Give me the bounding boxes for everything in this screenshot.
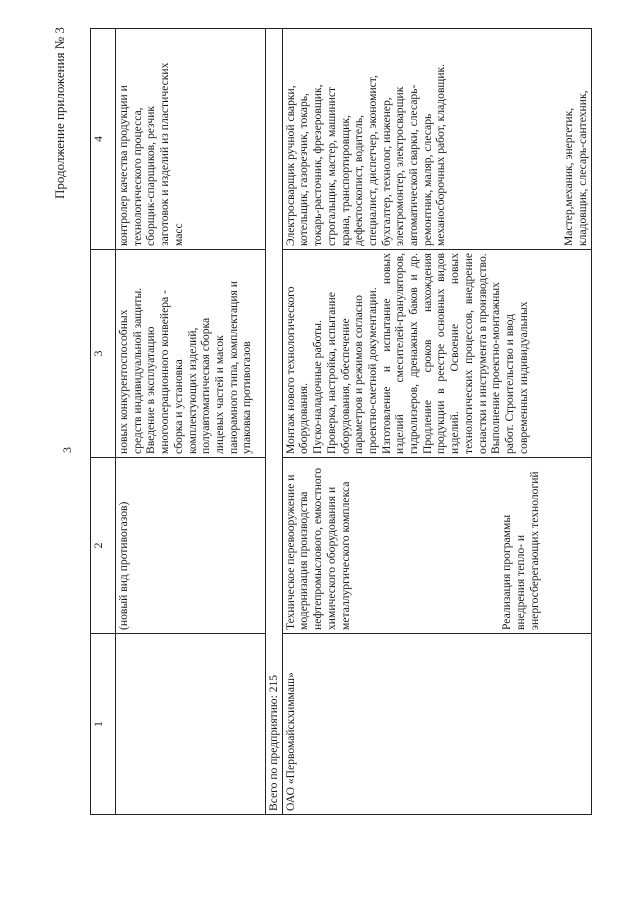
total-for-enterprise: Всего по предприятию: 215 [266,29,283,815]
works-manufacturing: Изготовление и испытание новых изделий смесителей-грануляторов, гидролизеров, дренажных баков и др. Продление сроков нахождения продукции в реестре основных видов изделий. Освоение новых технологических процессов, внедрение оснастки и инструмента в производство. [379,253,489,454]
cell-projects [282,458,591,634]
works-design-install: Выполнение проектно-монтажных работ. Строительство и ввод современных индивидуальных [489,282,530,454]
cell-project-cont: (новый вид противогазов) [116,458,266,634]
page-number: 3 [60,447,74,453]
column-number-1: 1 [91,634,116,815]
cell-professions-cont: контролер качества продукции и технологического процесса, сборщик-спарщиков, резчик заготовок и изделий из пластических масс [116,29,266,250]
appendix-continuation-note: Продолжение приложения № 3 [52,27,67,199]
table-row-continuation [116,29,266,815]
table-row-total [266,29,283,815]
professions-list-energy: Мастер,механик, энергетик, кладовщик, слесарь-сантехник, [562,90,589,246]
column-number-4: 4 [91,29,116,250]
column-number-3: 3 [91,250,116,458]
project-modernization: Техническое перевооружение и модернизация производства нефтепромыслового, емкостного химического оборудования и металлургического комплекса [283,468,352,630]
cell-professions [282,29,591,250]
column-number-2: 2 [91,458,116,634]
column-number-row [91,29,116,815]
staffing-table [90,28,592,815]
cell-works-cont: новых конкурентоспособных средств индивидуальной защиты. Введение в эксплуатацию многооперационного конвейера - сборка и установка комплектующих изделий, полуавтоматическая сборка лицевых частей и масок панорамного типа, комплектация и упаковка противогазов [116,250,266,458]
project-energy-saving: Реализация программы внедрения тепло- и энергосберегающих технологий [500,471,541,630]
cell-enterprise-cont [116,634,266,815]
works-installation: Монтаж нового технологического оборудования. Пуско-наладочные работы. Проверка, настройка, испытание оборудования, обеспечение параметров и режимов согласно проектно-сметной документации. [283,286,379,454]
cell-works [282,250,591,458]
table-row-pervomayskhimmash [282,29,591,815]
cell-enterprise-name: ОАО «Первомайскхиммаш» [282,634,591,815]
professions-list-main: Электросварщик ручной сварки, котельщик, газорезчик, токарь, токарь-расточник, фрезеровщик, строгальщик, мастер, машинист крана, транспортировщик, дефектоскопист, водитель, специалист, диспетчер, экономист, бухгалтер, технолог, инженер, электромонтер, электросварщик автоматической сварки, слесарь- ремонтник, маляр, слесарь механосборочных работ, кладовщик. [283,63,448,246]
